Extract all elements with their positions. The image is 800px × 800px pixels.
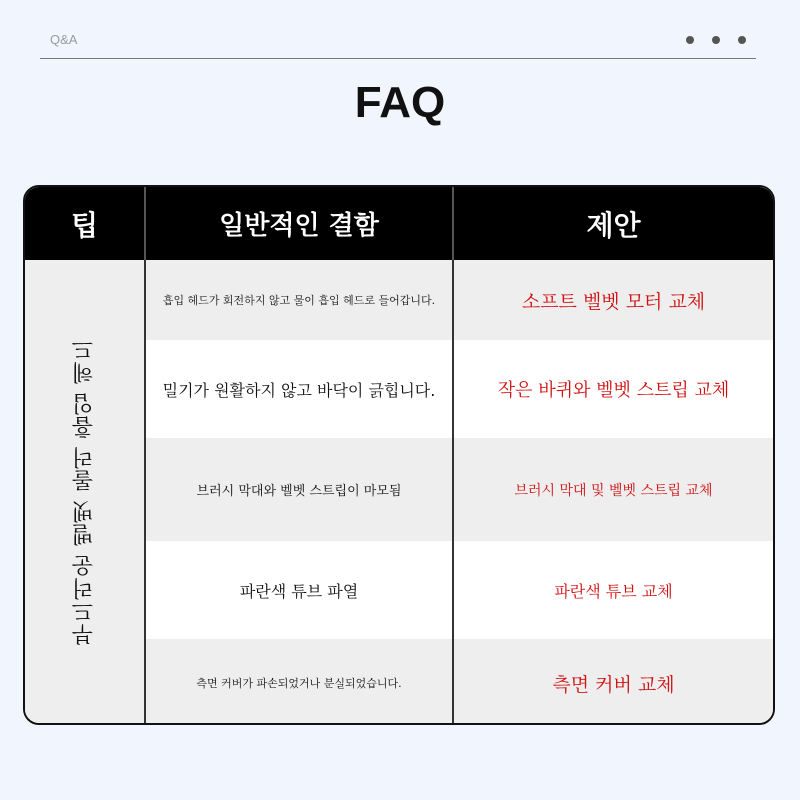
issue-cell: 흡입 헤드가 회전하지 않고 물이 흡입 헤드로 들어갑니다. [162, 294, 436, 307]
side-label: 부드러운 벨벳 롤러 흡입 헤드 [72, 337, 97, 646]
top-divider [40, 58, 756, 59]
table-header [25, 187, 773, 260]
more-menu-icon[interactable] [686, 36, 746, 44]
table-row [146, 438, 773, 541]
table-row [146, 541, 773, 639]
faq-table [23, 185, 775, 725]
dot-icon [712, 36, 720, 44]
suggestion-cell: 소프트 벨벳 모터 교체 [521, 290, 706, 313]
header-defect: 일반적인 결함 [219, 211, 379, 241]
suggestion-cell: 측면 커버 교체 [552, 673, 675, 696]
table-row [146, 340, 773, 438]
suggestion-cell: 파란색 튜브 교체 [554, 581, 673, 601]
dot-icon [686, 36, 694, 44]
header-suggestion: 제안 [586, 208, 641, 242]
issue-cell: 브러시 막대와 벨벳 스트립이 마모됨 [196, 484, 402, 499]
side-label-cell [25, 260, 144, 723]
qa-label: Q&A [50, 32, 78, 47]
column-divider [452, 260, 454, 723]
header-tip: 팁 [70, 208, 99, 242]
issue-cell: 밀기가 원활하지 않고 바닥이 긁힙니다. [162, 380, 436, 400]
issue-cell: 파란색 튜브 파열 [239, 581, 359, 601]
table-row [146, 260, 773, 340]
page-title: FAQ [354, 78, 446, 127]
dot-icon [738, 36, 746, 44]
table-row [146, 639, 773, 725]
issue-cell: 측면 커버가 파손되었거나 분실되었습니다. [196, 677, 402, 690]
suggestion-cell: 작은 바퀴와 벨벳 스트립 교체 [497, 380, 730, 401]
column-divider [144, 260, 146, 723]
suggestion-cell: 브러시 막대 및 벨벳 스트립 교체 [514, 482, 713, 499]
